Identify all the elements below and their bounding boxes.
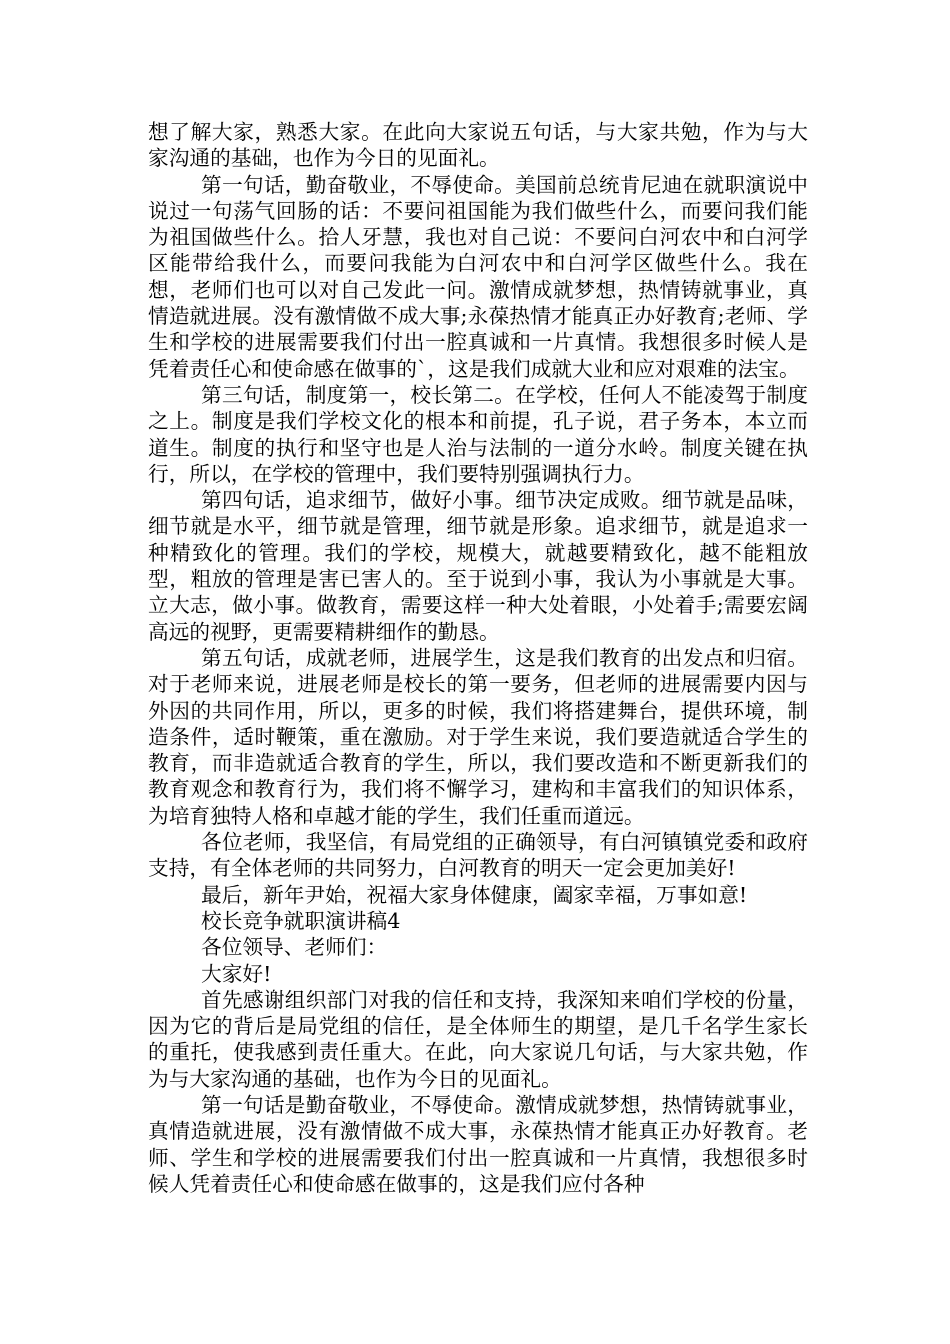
paragraph-fourth-point: 第四句话，追求细节，做好小事。细节决定成败。细节就是品味，细节就是水平，细节就是管理，细节就是形象。追求细节，就是追求一种精致化的管理。我们的学校，规模大，就越要精致化，越不能粗放型，粗放的管理是害已害人的。至于说到小事，我认为小事就是大事。立大志，做小事。做教育，需要这样一种大处着眼，小处着手;需要宏阔高远的视野，更需要精耕细作的勤恳。 xyxy=(148,488,808,644)
salutation: 各位领导、老师们： xyxy=(201,935,388,960)
section-title: 校长竞争就职演讲稿4 xyxy=(201,908,401,933)
paragraph-fifth-point: 第五句话，成就老师，进展学生，这是我们教育的出发点和归宿。对于老师来说，进展老师是校长的第一要务，但老师的进展需要内因与外因的共同作用，所以，更多的时候，我们将搭建舞台，提供环境，制造条件，适时鞭策，重在激励。对于学生来说，我们要造就适合学生的教育，而非造就适合教育的学生，所以，我们要改造和不断更新我们的教育观念和教育行为，我们将不懈学习，建构和丰富我们的知识体系，为培育独特人格和卓越才能的学生，我们任重而道远。 xyxy=(148,645,808,828)
paragraph-confidence: 各位老师，我坚信，有局党组的正确领导，有白河镇镇党委和政府支持，有全体老师的共同努力，白河教育的明天一定会更加美好! xyxy=(148,830,808,881)
document-body xyxy=(148,119,808,1197)
paragraph-closing-wishes: 最后，新年尹始，祝福大家身体健康，阖家幸福，万事如意! xyxy=(201,882,748,907)
paragraph-thanks: 首先感谢组织部门对我的信任和支持，我深知来咱们学校的份量，因为它的背后是局党组的信任，是全体师生的期望，是几千名学生家长的重托，使我感到责任重大。在此，向大家说几句话，与大家共勉，作为与大家沟通的基础，也作为今日的见面礼。 xyxy=(148,987,808,1091)
paragraph-first-point-speech4: 第一句话是勤奋敬业，不辱使命。激情成就梦想，热情铸就事业，真情造就进展，没有激情做不成大事，永葆热情才能真正办好教育。老师、学生和学校的进展需要我们付出一腔真诚和一片真情，我想很多时候人凭着责任心和使命感在做事的，这是我们应付各种 xyxy=(148,1092,808,1196)
paragraph-third-point: 第三句话，制度第一，校长第二。在学校，任何人不能凌驾于制度之上。制度是我们学校文化的根本和前提，孔子说，君子务本，本立而道生。制度的执行和坚守也是人治与法制的一道分水岭。制度关键在执行，所以，在学校的管理中，我们要特别强调执行力。 xyxy=(148,382,808,486)
paragraph-intro-continuation: 想了解大家，熟悉大家。在此向大家说五句话，与大家共勉，作为与大家沟通的基础，也作为今日的见面礼。 xyxy=(148,120,808,171)
paragraph-first-point: 第一句话，勤奋敬业，不辱使命。美国前总统肯尼迪在就职演说中说过一句荡气回肠的话：不要问祖国能为我们做些什么，而要问我们能为祖国做些什么。拾人牙慧，我也对自己说：不要问白河农中和白河学区能带给我什么，而要问我能为白河农中和白河学区做些什么。我在想，老师们也可以对自己发此一问。激情成就梦想，热情铸就事业，真情造就进展。没有激情做不成大事;永葆热情才能真正办好教育;老师、学生和学校的进展需要我们付出一腔真诚和一片真情。我想很多时候人是凭着责任心和使命感在做事的`，这是我们成就大业和应对艰难的法宝。 xyxy=(148,172,808,381)
greeting: 大家好! xyxy=(201,961,272,986)
